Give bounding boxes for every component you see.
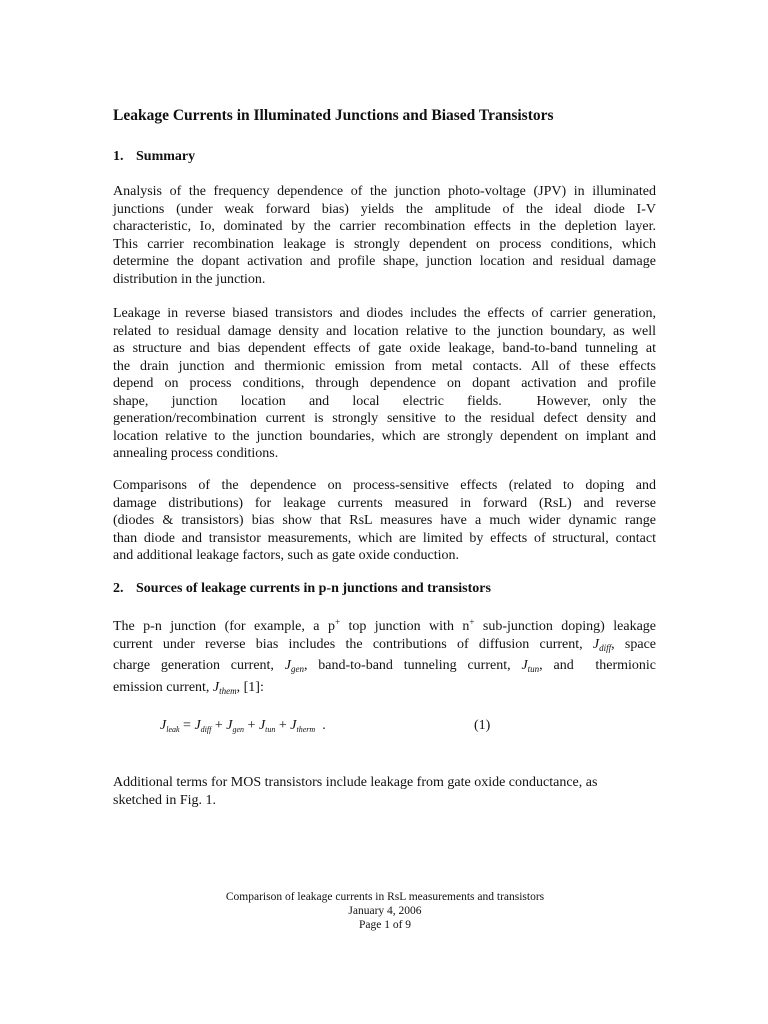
- text-line: related to residual damage density and location relative to the junction boundary, as well: [113, 323, 656, 339]
- text-line: Comparisons of the dependence on process-sensitive effects (related to doping and: [113, 478, 656, 493]
- text-line: emission current, $J_{them}$, [1]:: [113, 679, 264, 696]
- text-line: generation/recombination current is strongly sensitive to the residual defect density and: [113, 411, 656, 426]
- equation-1: $J_{leak} = J_{diff} + J_{gen} + J_{tun} + J_{therm}$ .: [160, 718, 326, 734]
- section-1-heading: [113, 149, 195, 165]
- text-line: as structure and bias dependent effects of gate oxide leakage, band-to-band tunneling at: [113, 341, 656, 356]
- section-1-number: 1.: [113, 149, 124, 164]
- section-2-number: 2.: [113, 581, 124, 596]
- text-line: annealing process conditions.: [113, 446, 279, 461]
- document-title: Leakage Currents in Illuminated Junctions and Biased Transistors: [113, 107, 554, 124]
- text-line: This carrier recombination leakage is strongly dependent on process conditions, which: [113, 236, 656, 252]
- text-line: The p-n junction (for example, a p+ top junction with n+ sub-junction doping) leakage: [113, 617, 656, 634]
- section-2-intro-paragraph: [113, 614, 656, 700]
- text-line: Additional terms for MOS transistors include leakage from gate oxide conductance, as: [113, 775, 598, 790]
- text-line: determine the dopant activation and profile shape, junction location and residual damage: [113, 254, 656, 269]
- footer-date: January 4, 2006: [348, 905, 422, 917]
- page-footer: [150, 890, 620, 932]
- text-line: location relative to the junction boundaries, which are strongly dependent on implant and: [113, 428, 656, 444]
- text-line: and additional leakage factors, such as gate oxide conduction.: [113, 548, 459, 563]
- text-line: the drain junction and thermionic emission from metal contacts. All of these effects: [113, 358, 656, 374]
- text-line: Leakage in reverse biased transistors and diodes includes the effects of carrier generation,: [113, 306, 656, 321]
- text-line: characteristic, Io, dominated by the carrier recombination effects in the depletion layer.: [113, 219, 656, 234]
- footer-page-number: Page 1 of 9: [358, 919, 412, 931]
- summary-paragraph-3: [113, 477, 656, 565]
- section-2-after-paragraph: [113, 774, 656, 809]
- text-line: depend on process conditions, through dependence on dopant activation and profile: [113, 376, 656, 391]
- text-line: than diode and transistor measurements, which are limited by effects of structural, contact: [113, 530, 656, 546]
- text-line: (diodes & transistors) bias show that RsL measures have a much wider dynamic range: [113, 513, 656, 528]
- text-line: shape, junction location and local electric fields. However, only the: [113, 393, 656, 409]
- text-line: Analysis of the frequency dependence of the junction photo-voltage (JPV) in illuminated: [113, 184, 656, 199]
- text-line: distribution in the junction.: [113, 271, 266, 287]
- section-2-title: Sources of leakage currents in p-n junctions and transistors: [136, 581, 491, 596]
- footer-title: Comparison of leakage currents in RsL measurements and transistors: [225, 891, 545, 903]
- text-line: current under reverse bias includes the contributions of diffusion current, $J_{diff}$, space: [113, 636, 656, 653]
- equation-number: (1): [474, 718, 491, 733]
- section-2-heading: [113, 581, 491, 597]
- section-1-title: Summary: [136, 149, 196, 164]
- text-line: sketched in Fig. 1.: [113, 792, 217, 808]
- text-line: charge generation current, $J_{gen}$, band-to-band tunneling current, $J_{tun}$, and thermionic: [113, 658, 656, 674]
- summary-paragraph-2: [113, 305, 656, 463]
- text-line: junctions (under weak forward bias) yields the amplitude of the ideal diode I-V: [113, 201, 656, 217]
- summary-paragraph-1: [113, 183, 656, 288]
- text-line: damage distributions) for leakage currents measured in forward (RsL) and reverse: [113, 495, 656, 511]
